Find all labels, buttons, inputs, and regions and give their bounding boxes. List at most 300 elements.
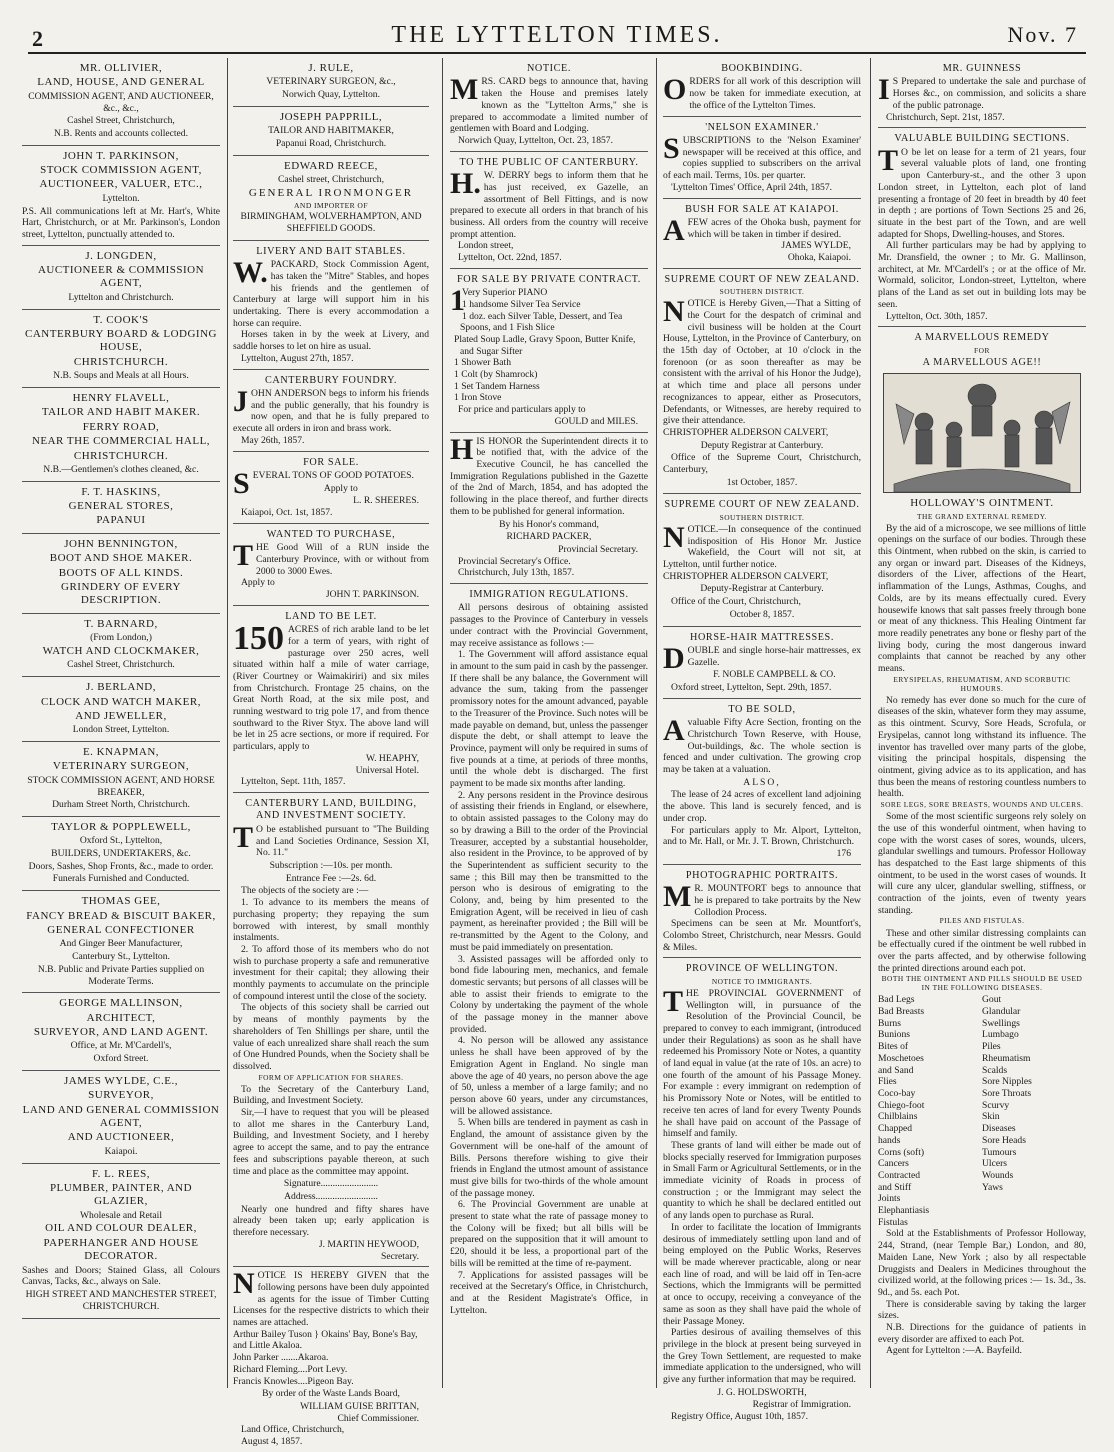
ad-heading: CANTERBURY LAND, BUILDING, AND INVESTMENT SOCIETY. [245,798,417,822]
ad-honor-notice [450,433,648,584]
ad-text: RS. CARD begs to announce that, having taken the House and premises lately known as the "Lyttelton Arms," she is prepared to accommodate a limited number of gentlemen with Board and Lodging. [450,76,648,135]
ad-text: To the Secretary of the Canterbury Land, Building, and Investment Society. [233,1083,429,1107]
ad-text: Parties desirous of availing themselves of this privilege in the block at present being surveyed in the Grey Town Settlement, are requested to make immediate application to the undersigned, who will give any further information that may be required. [663,1327,861,1386]
disease-item: Piles [982,1041,1001,1053]
ad-photographic-portraits [663,865,861,959]
drop-cap: S [663,131,680,165]
disease-item: Bad Legs [878,994,915,1006]
masthead [0,0,1114,52]
ad-text: Provincial Secretary's Office. [458,555,571,567]
card-line: GENERAL STORES, [68,500,174,513]
list-item: 1 Set Tandem Harness [454,380,540,392]
ad-line: Norwich Quay, Lyttelton. [282,89,380,101]
ad-text: ACRES of rich arable land to be let for a term of years, with right of pasturage over 250 acres, well situated within half a mile of water carriage, (River Courtney or Waimakiriri) and six miles from Christchurch. Frontage 25 chains, on the Great North Road, at the six mile post, and running westward to trig pole 17, and from thence southward to the River Styx. The above land will be let in 25 acre sections, or more if required. For particulars, apply to [233,624,429,753]
ad-heading: NOTICE. [526,63,572,74]
disease-item: Scurvy [982,1099,1010,1111]
ad-text: R. MOUNTFORT begs to announce that he is prepared to take portraits by the New Collodion Process. [694,883,861,918]
ad-heading: HORSE-HAIR MATTRESSES. [690,631,834,643]
ad-date: October 8, 1857. [729,608,795,620]
ad-text: The objects of this society shall be carried out by means of monthly payments by the shareholders of Ten Shillings per share, until the value of each unrealized share shall reach the sum of One Hundred Pounds, when the Society shall be dissolved. [233,1002,429,1072]
card-line: N.B.—Gentlemen's clothes cleaned, &c. [43,463,199,475]
card-line: LAND, HOUSE, AND GENERAL [37,76,205,89]
engraving-figures-icon [884,374,1080,492]
column-5 [878,58,1086,1392]
ad-heading: SUPREME COURT OF NEW ZEALAND. [664,499,860,511]
ad-signature: Chief Commissioner. [337,1412,419,1424]
disease-item: Tumours [982,1146,1017,1158]
card-line: Canterbury St., Lyttelton. [72,951,170,963]
card-line: (From London,) [90,632,152,644]
card-line: ARCHITECT, [86,1011,156,1024]
disease-item: Burns [878,1017,901,1029]
ad-signature: J. G. HOLDSWORTH, [717,1386,807,1398]
card-line: Durham Street North, Christchurch. [52,799,190,811]
ad-signature: GOULD and MILES. [554,415,638,427]
list-item: 1 Iron Stove [454,392,502,404]
ad-text: O be established pursuant to "The Building and Land Societies Ordinance, Session XI, No. 11." [256,823,429,859]
ad-subheading: SOUTHERN DISTRICT. [719,512,805,522]
card-line: COMMISSION AGENT, AND AUCTIONEER, &c., &c., [28,90,214,114]
disease-item: Bad Breasts [878,1006,925,1018]
ad-text: ALSO, [743,776,781,788]
drop-cap: N [663,520,685,554]
card-line: AND JEWELLER, [75,709,167,722]
ad-text: Signature........................ [283,1178,379,1190]
ad-derry [450,152,648,269]
ad-text: OTICE.—In consequence of the continued indisposition of His Honor Mr. Justice Wakefield, the Court will not sit, at Lyttelton, until further notice. [663,523,861,571]
ad-date: Kaiapoi, Oct. 1st, 1857. [241,507,333,519]
business-card-parkinson [22,146,220,246]
card-line: N.B. Soups and Meals at all Hours. [53,370,189,382]
ad-text: Sir,—I have to request that you will be pleased to allot me shares in the Canterbury Land, Building, and Investment Society, and I hereby agree to accept the same, and to pay the entrance fees and subscriptions payable thereon, at such time and place as the committee may appoint. [233,1107,429,1177]
ad-heading: FOR SALE. [303,456,359,468]
ad-rule [233,58,429,107]
ad-text: IS HONOR the Superintendent directs it to be notified that, with the advice of the Executive Council, he has cancelled the Immigration Regulations published in the Gazette of the 2nd of March, 1854, and has adopted the following in the place thereof, and further directs them to be published for general information. [450,435,648,517]
ad-text: Sold at the Establishments of Professor Holloway, 244, Strand, (near Temple Bar,) London, and 80, Maiden Lane, New York ; also by all respectable Druggists and Dealers in Medicines throughout the civilized world, at the following prices :— 1s. 3d., 3s. 9d., and 5s. each Pot. [878,1228,1086,1298]
ad-heading: SUPREME COURT OF NEW ZEALAND. [664,273,860,285]
ad-building-sections [878,128,1086,327]
ad-date: Norwich Quay, Lyttelton, Oct. 23, 1857. [458,134,613,146]
ad-text: These and other similar distressing complaints can be effectually cured if the ointment be well rubbed in over the parts affected, and by otherwise following the printed directions around each pot. [878,927,1086,974]
ad-nelson-examiner [663,117,861,199]
card-line: P.S. All communications left at Mr. Hart's, White Hart, Christchurch, or at Mr. Parkinson's, London street, Lyttelton, punctually attended to. [22,205,220,240]
disease-item: Scalds [982,1064,1008,1076]
card-line: AND AUCTIONEER, [67,1131,175,1144]
ad-text: No remedy has ever done so much for the cure of diseases of the skin, whatever form they may assume, as this ointment. Scurvy, Sore Heads, Scrofula, or Erysipelas, cannot long withstand its influence. The inventor has travelled over many parts of the globe, visiting the principal hospitals, dispensing the ointment, giving advice as to its application, and has thus been the means of restoring countless numbers to health. [878,694,1086,800]
ad-body [878,143,1086,241]
ad-text: Francis Knowles....Pigeon Bay. [233,1375,354,1387]
list-item: 1 handsome Silver Tea Service [462,298,581,310]
column-rule [227,58,228,1388]
ad-wanted-run [233,524,429,606]
ad-piano-sale [450,269,648,433]
ad-heading: CANTERBURY FOUNDRY. [265,374,397,386]
column-rule [442,58,443,1388]
card-line: And Ginger Beer Manufacturer, [59,938,183,950]
drop-cap: A [663,714,685,748]
ad-text: Apply to [323,482,358,494]
ad-reece [233,156,429,241]
ad-signature: Deputy-Registrar at Canterbury. [700,583,824,595]
ad-signature: Ohoka, Kaiapoi. [787,252,851,264]
card-name: HENRY FLAVELL, [72,391,170,404]
card-line: Cashel Street, Christchurch. [67,659,175,671]
card-line: GRINDERY OF EVERY DESCRIPTION. [61,581,181,607]
ad-date: Lyttelton, Sept. 11th, 1857. [241,776,346,788]
drop-cap: N [663,295,685,329]
ad-text: 1. To advance to its members the means of purchasing property; they repaying the sum borrowed with interest, by small monthly instalments. [233,897,429,944]
ad-text: Arthur Bailey Tuson } Okains' Bay, Bone's Bay, and Little Akaloa. [233,1328,418,1352]
business-card-taylor [22,817,220,891]
ad-text: EVERAL TONS OF GOOD POTATOES. [252,469,414,481]
ad-line: BIRMINGHAM, WOLVERHAMPTON, AND SHEFFIELD GOODS. [240,211,422,235]
ad-text: Entrance Fee :—2s. 6d. [285,872,377,884]
ad-name: EDWARD REECE, [284,159,378,172]
ad-subheading: ERYSIPELAS, RHEUMATISM, AND SCORBUTIC HUMOURS. [893,674,1071,693]
ad-number: 176 [836,847,851,859]
card-line: CANTERBURY BOARD & LODGING HOUSE, [25,327,217,354]
drop-cap: W. [233,256,268,290]
ad-body [663,131,861,182]
card-line: AUCTIONEER, VALUER, ETC., [39,178,203,191]
ad-heading: A MARVELLOUS REMEDY [914,332,1050,344]
column-3 [450,58,648,1392]
ad-text: O be let on lease for a term of 21 years, four several valuable plots of land, one fronting upon Canterbury-st., and the other 3 upon London street, in Lyttelton, each plot of land presenting a frontage of 20 feet in breadth by 40 feet in depth ; are portions of Town Sections 25 and 26, situate in the best part of the Town, and are well adapted for Shops, Dwelling-houses, and Stores. [878,146,1086,240]
drop-cap: H [450,432,474,466]
ad-line: VETERINARY SURGEON, &c., [266,76,396,88]
ad-heading: LAND TO BE LET. [285,610,377,622]
card-line: FERRY ROAD, [82,420,160,433]
disease-item: Sore Nipples [982,1076,1032,1088]
disease-item: Elephantiasis [878,1205,930,1217]
ad-body [233,539,429,577]
business-card-barnard [22,614,220,677]
engraving-illustration [883,373,1081,493]
card-line: Lyttelton and Christchurch. [68,291,174,303]
disease-item: Chilblains [878,1111,918,1123]
ad-text: Office of the Supreme Court, Christchurch, Canterbury, [663,452,861,476]
card-line: PAPERHANGER AND HOUSE DECORATOR. [43,1236,199,1263]
ad-body [233,820,429,859]
ad-signature: CHRISTOPHER ALDERSON CALVERT, [663,426,829,438]
ad-signature: Provincial Secretary. [558,543,638,555]
ad-subheading: FORM OF APPLICATION FOR SHARES. [258,1072,404,1082]
list-item: 1 Shower Bath [454,357,512,369]
ad-potatoes [233,452,429,524]
ad-text: Subscription :—10s. per month. [269,859,393,871]
ad-text: Horses taken in by the week at Livery, and saddle horses to let on hire as usual. [233,329,429,353]
column-4 [663,58,861,1423]
card-line: CLOCK AND WATCH MAKER, [41,695,201,708]
card-line: VETERINARY SURGEON, [52,760,190,773]
issue-date: Nov. 7 [1007,22,1078,47]
disease-item: Ulcers [982,1158,1008,1170]
ad-date: 'Lyttelton Times' Office, April 24th, 1857. [671,181,833,193]
ad-body [663,984,861,1140]
ad-body [663,714,861,776]
ad-heading: TO THE PUBLIC OF CANTERBURY. [459,156,639,168]
ad-land-to-let [233,606,429,793]
ad-immigration-regulations [450,584,648,1320]
ad-text: The objects of the society are :— [241,885,369,897]
disease-item: Skin Diseases [982,1111,1016,1135]
ad-text: All persons desirous of obtaining assisted passages to the Province of Canterbury in vessels under contract with the Provincial Government, may receive assistance as follows :— [450,602,648,649]
ad-date: May 26th, 1857. [241,434,305,446]
card-line: TAILOR AND HABIT MAKER. [41,406,201,419]
ad-subheading: NOTICE TO IMMIGRANTS. [711,976,813,986]
ad-signature: F. NOBLE CAMPBELL & CO. [713,669,836,681]
masthead-rule [28,52,1086,54]
column-2 [233,58,429,1448]
ad-guinness [878,58,1086,128]
ad-text: 7. Applications for assisted passages will be received at the Secretary's Office, in Christchurch, and at the Resident Magistrate's Office, in Lyttelton. [450,1269,648,1316]
ad-date: Oxford street, Lyttelton, Sept. 29th, 1857. [671,682,832,694]
ad-text: OTICE IS HEREBY GIVEN that the following persons have been duly appointed as agents for the issue of Timber Cutting Licenses for the respective districts to which their names are attached. [233,1270,429,1329]
drop-cap: H. [450,167,481,201]
ad-line: AND IMPORTER OF [294,201,368,211]
ad-mattresses [663,627,861,699]
ad-card-notice [450,58,648,152]
disease-item: Contracted and Stiff Joints [878,1169,921,1205]
ad-signature: JOHN T. PARKINSON. [325,589,419,601]
drop-cap: J [233,385,248,418]
ad-line: Cashel street, Christchurch, [277,174,385,186]
ad-to-be-sold [663,699,861,865]
disease-list-right [982,994,1086,1228]
ad-text: 2. To afford those of its members who do not wish to purchase property a safe and remunerative investment for their capital; they allowing their monthly payments to accumulate on the principle of compound interest until the close of the society. [233,943,429,1002]
ad-subheading: PILES AND FISTULAS. [939,916,1025,926]
disease-item: Fistulas [878,1216,908,1228]
card-line: STOCK COMMISSION AGENT, AND HORSE BREAKER, [27,774,215,798]
card-line: STOCK COMMISSION AGENT, [40,164,202,177]
card-line: SURVEYOR, AND LAND AGENT. [33,1026,209,1039]
item-list [450,284,648,404]
drop-cap: M [450,73,479,107]
ad-text: Address.......................... [284,1191,378,1202]
ad-date: Registry Office, August 10th, 1857. [671,1411,809,1423]
card-name: E. KNAPMAN, [82,746,160,759]
ad-text: 3. Assisted passages will be afforded only to bond fide labouring men, mechanics, and female domestic servants; but persons of all classes will be able to assist their friends to emigrate to the Colony by undertaking the payment of the whole of the passage money in the manner above provided. [450,953,648,1035]
card-line: GENERAL CONFECTIONER [47,923,195,936]
ad-body [233,1267,429,1329]
disease-item: Corns (soft) [878,1146,925,1158]
card-name: J. BERLAND, [86,681,156,694]
business-card-rees [22,1164,220,1319]
card-line: PLUMBER, PAINTER, AND GLAZIER, [49,1181,193,1208]
drop-cap: 1 [450,284,465,318]
ad-timber-licenses [233,1267,429,1452]
ad-subheading: THE GRAND EXTERNAL REMEDY. [916,511,1047,521]
disease-item: Gout [982,994,1002,1006]
ad-text: RDERS for all work of this description will now be taken for immediate execution, at the office of the Lyttelton Times. [689,76,861,111]
ad-date: Lyttelton, August 27th, 1857. [241,352,354,364]
disease-item: Bites of Moschetoes and Sand Flies [878,1041,924,1088]
business-card-wylde [22,1071,220,1164]
list-item: 1 Colt (by Shamrock) [454,369,538,381]
ad-heading: FOR SALE BY PRIVATE CONTRACT. [457,273,641,285]
ad-body [663,880,861,918]
business-card-cook [22,310,220,388]
card-line: BOOTS OF ALL KINDS. [58,566,184,579]
ad-body [663,520,861,571]
ad-holloways-ointment [878,327,1086,1361]
column-rule [656,58,657,1388]
card-line: Cashel Street, Christchurch, [67,115,175,127]
drop-cap: M [663,880,692,914]
ad-signature: Universal Hotel. [355,764,419,776]
ad-subheading: SORE LEGS, SORE BREASTS, WOUNDS AND ULCERS. [880,800,1084,810]
ad-line: Papanui Road, Christchurch. [275,137,387,149]
card-line: Wholesale and Retail [79,1209,163,1221]
ad-province-wellington [663,958,861,1426]
ad-text: Agent for Lyttelton :—A. Bayfeild. [886,1345,1022,1357]
ad-heading: WANTED TO PURCHASE, [266,528,396,540]
card-line: WATCH AND CLOCKMAKER, [42,645,200,657]
card-name: F. T. HASKINS, [81,485,161,498]
ad-signature: L. R. SHEERES. [353,495,419,507]
card-line: BUILDERS, UNDERTAKERS, &c. [51,848,191,860]
ad-signature: J. MARTIN HEYWOOD, [318,1238,419,1250]
ad-text: OUBLE and single horse-hair mattresses, ex Gazelle. [687,645,861,668]
ad-heading: TO BE SOLD, [728,703,796,715]
drop-cap: O [663,73,687,107]
card-name: J. LONGDEN, [85,249,157,262]
disease-item: Rheumatism [982,1052,1031,1064]
drop-cap: T [878,143,899,177]
drop-cap: I [878,73,890,107]
drop-cap: T [233,820,254,854]
card-name: TAYLOR & POPPLEWELL, [51,820,191,833]
ad-heading: MR. GUINNESS [942,63,1022,74]
ad-text: In order to facilitate the location of Immigrants desirous of immediately settling upon land and of being employed on the Public Works, Reserves will be made wherever practicable, along or near each line of road, and will be laid off in Ten-acre Sections, which the Immigrants will be permitted at once to occupy, receiving a conveyance of the same as soon as they shall have paid the whole of their Passage Money. [663,1221,861,1327]
ad-text: Nearly one hundred and fifty shares have already been taken up; early application is therefore necessary. [233,1203,429,1239]
ad-text: There is considerable saving by taking the larger sizes. [878,1298,1086,1322]
card-line: N.B. Rents and accounts collected. [53,127,188,139]
ad-text: 4. No person will be allowed any assistance unless he shall have been approved of by the Emigration Agent in England. No single man above the age of 40 years, no person above the age of 50, unless a member of a large family; and no person above 60 years, under any circumstances, will be allowed assistance. [450,1035,648,1117]
ad-body [450,432,648,518]
card-line: Doors, Sashes, Shop Fronts, &c., made to order. [28,860,214,872]
card-name: THOMAS GEE, [81,895,161,908]
ad-subheading: SOUTHERN DISTRICT. [719,287,805,297]
list-item: Very Superior PIANO [462,287,548,299]
ad-text: PACKARD, Stock Commission Agent, has taken the "Mitre" Stables, and hopes his friends and the gentlemen of Canterbury at large will support him in his undertaking. There is every accommodation a horse can require. [233,259,429,329]
ad-date: Christchurch, Sept. 21st, 1857. [886,111,1005,123]
card-line: CHRISTCHURCH. [73,355,169,368]
ad-text: Specimens can be seen at Mr. Mountfort's, Colombo Street, Christchurch, near Messrs. Gould & Miles. [663,918,861,953]
ad-text: 2. Any persons resident in the Province desirous of assisting their friends in England, or elsewhere, to obtain assisted passages to the Colony may do so by drawing a Bill to the order of the Provincial Treasurer, accepted by a substantial householder, also resident in the Province, to be approved of by the Superintendent as sufficient security to the same ; this Bill may then be transmitted to the person who is desirous of emigrating to the Colony, and, being by him presented to the Emigration Agent, will be received in lieu of cash payment, as hereinafter provided ; the Bill will be re-transmitted by the Agent to the Colony, and must be paid immediately on presentation. [450,789,648,953]
ad-text: For price and particulars apply to [458,404,586,416]
ad-heading: PHOTOGRAPHIC PORTRAITS. [685,869,839,881]
disease-item: Coco-bay [878,1088,916,1099]
business-card-knapman [22,742,220,817]
disease-item: Sore Heads [982,1134,1026,1146]
ad-date: 1st October, 1857. [726,476,798,488]
ad-text: Some of the most scientific surgeons rely solely on the use of this wonderful ointment, when having to cope with the worst cases of sores, wounds, ulcers, glandular swellings and tumours. Professor Holloway has despatched to the East large shipments of this ointment, to be used in the worst cases of wounds. It will cure any ulcer, glandular swelling, stiffness, or contraction of the joints, even of twenty years standing. [878,811,1086,916]
ad-text: Richard Fleming....Port Levy. [233,1363,348,1375]
drop-cap: D [663,642,685,675]
card-line: FANCY BREAD & BISCUIT BAKER, [26,909,216,922]
ad-body [233,620,429,753]
ad-heading: IMMIGRATION REGULATIONS. [469,589,629,601]
drop-cap: T [233,539,254,573]
ad-body [450,284,648,404]
card-line: SURVEYOR, [88,1089,154,1102]
ad-text: For particulars apply to Mr. Alport, Lyttelton, and to Mr. Hall, or Mr. J. T. Brown, Christchurch. [663,824,861,848]
card-line: Lyttelton. [102,192,140,204]
ad-name: JOSEPH PAPPRILL, [279,110,383,123]
ad-heading: BOOKBINDING. [721,63,803,74]
ad-subheading: FOR [974,345,990,355]
ad-signature: CHRISTOPHER ALDERSON CALVERT, [663,570,829,582]
page-number: 2 [32,26,43,51]
ad-text: London street, [458,240,514,252]
ad-text: All further particulars may be had by applying to Mr. Dransfield, the owner ; to Mr. G. Mallinson, architect, at Mr. M'Cardell's ; or at the office of Mr. Wormald, solicitor, London-street, Lyttelton, where plans of the Land as set out in building lots may be seen. [878,240,1086,310]
ad-text: 5. When bills are tendered in payment as cash in England, the amount of assistance given by the Government will be one-half of the amount of Bills. Persons therefore wishing to give their friends in England the utmost amount of assistance must give bills for two-thirds of the whole amount of the passage money. [450,1117,648,1199]
ad-text: By order of the Waste Lands Board, [262,1388,400,1400]
ad-text: By the aid of a microscope, we see millions of little openings on the surface of our bodies. Through these this Ointment, when rubbed on the skin, is carried to any organ or inward part. Diseases of the Kidneys, disorders of the Liver, affections of the Heart, inflammation of the Lungs, Asthmas, Coughs, and Colds, are by its means effectually cured. Every housewife knows that salt passes freely through bone or meat of any thickness. This Healing Ointment far more readily penetrates any bone or fleshy part of the living body, curing the most dangerous inward complaints that cannot be reached by any other means. [878,522,1086,675]
disease-item: Cancers [878,1158,909,1170]
card-line: HIGH STREET AND MANCHESTER STREET, CHRISTCHURCH. [25,1289,217,1312]
ad-livery-stables [233,241,429,370]
card-name: JOHN BENNINGTON, [64,537,178,550]
ad-date: Christchurch, July 13th, 1857. [458,567,575,579]
ad-date: August 4, 1857. [241,1436,303,1448]
ad-text: By his Honor's command, [499,518,599,530]
ad-building-society [233,793,429,1267]
card-line: Oxford Street. [93,1053,149,1065]
column-rule [870,58,871,1388]
newspaper-title: THE LYTTELTON TIMES. [391,22,723,48]
list-item: Plated Soup Ladle, Gravy Spoon, Butter Knife, and Sugar Sifter [454,333,636,357]
product-name: HOLLOWAY'S OINTMENT. [910,497,1054,510]
list-item: 1 doz. each Silver Table, Dessert, and Tea Spoons, and 1 Fish Slice [460,310,623,334]
ad-body [233,256,429,329]
ad-text: FEW acres of the Ohoka bush, payment for which will be taken in timber if desired. [687,216,861,240]
ad-text: Land Office, Christchurch, [241,1424,345,1436]
ad-text: S Prepared to undertake the sale and purchase of Horses &c., on commission, and solicits a share of the public patronage. [892,76,1086,111]
ad-supreme-court-1 [663,269,861,495]
card-name: T. COOK'S [93,313,149,326]
business-card-berland [22,677,220,742]
disease-item: Sore Throats [982,1088,1032,1099]
ad-date: Lyttelton, Oct. 30th, 1857. [886,310,988,322]
ad-text: HE Good Will of a RUN inside the Canterbury Province, with or without from 2000 to 3000 Ewes. [256,542,429,577]
ad-signature: Deputy Registrar at Canterbury. [700,439,824,451]
card-name: T. BARNARD, [84,617,158,630]
ad-heading: BUSH FOR SALE AT KAIAPOI. [685,203,839,215]
ad-text: 6. The Provincial Government are unable at present to state what the rate of passage money to the Colony will be fixed; but all bills will be prepared on the supposition that it will amount to £20, should it be less, a proportional part of the bills will be remitted at the time of re-payment. [450,1199,648,1269]
ad-name: J. RULE, [308,62,354,74]
disease-item: Chapped hands [878,1123,913,1146]
ad-signature: RICHARD PACKER, [506,531,592,543]
card-line: AUCTIONEER & COMMISSION AGENT, [37,264,205,290]
business-card-ollivier [22,58,220,146]
ad-signature: W. HEAPHY, [365,752,419,764]
ad-foundry [233,370,429,452]
ad-text: HE PROVINCIAL GOVERNMENT of Wellington will, in pursuance of the Resolution of the Provincial Council, be prepared to convey to each immigrant, (introduced under their Regulations) as soon as he shall have redeemed his Promissory Note or Notes, a quantity of land equal in value (at the rate of 10s. an acre) to one fourth of the amount of his Passage Money. For example : every immigrant on redemption of his Promissory Note or Notes, will be entitled to receive ten acres of land for every Twenty Pounds he shall have paid on account of the Passage of himself and family. [663,987,861,1140]
card-line: Kaiapoi. [104,1145,138,1157]
disease-list [878,994,1086,1228]
ad-text: UBSCRIPTIONS to the 'Nelson Examiner' newspaper will be received at this office, and copies supplied to subscribers on the arrival of each mail. Terms, 10s. per quarter. [663,134,861,182]
ad-subheading: BOTH THE OINTMENT AND PILLS SHOULD BE USED IN THE FOLLOWING DISEASES. [881,974,1083,993]
ad-heading: LIVERY AND BAIT STABLES. [256,245,406,257]
ad-text: 1. The Government will afford assistance equal in amount to the sum paid in cash by the passenger. If there shall be any balance, the Government will advance the sum, taking from the passenger promissory notes for the amount advanced, payable to the Treasurer of the Province. Such notes will be made payable on demand, but, unless the passenger dispute the debt, or shall attempt to leave the Province, payment will only be required in sums of five pounds at a time, at periods of three months, until the whole debt is discharged. The first payment to be made six months after landing. [450,649,648,790]
card-line: PAPANUI [96,514,146,527]
ad-body [663,73,861,111]
card-line: Oxford St., Lyttelton, [79,835,163,847]
ad-text: Office of the Court, Christchurch, [671,596,801,608]
drop-cap: 150 [233,620,284,658]
